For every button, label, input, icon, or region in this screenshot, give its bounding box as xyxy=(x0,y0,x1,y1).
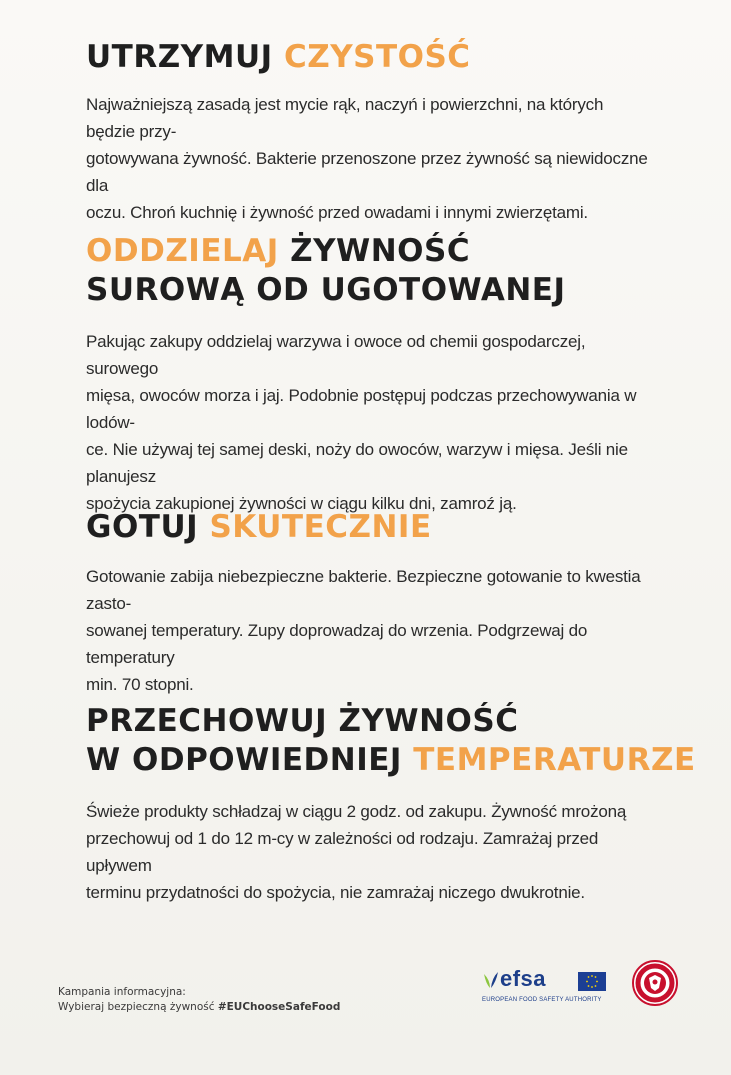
section-clean xyxy=(86,38,656,226)
campaign-label: Kampania informacyjna: xyxy=(58,986,186,998)
heading-word: W ODPOWIEDNIEJ xyxy=(86,742,414,778)
section-body xyxy=(86,91,656,226)
section-store xyxy=(86,702,696,906)
body-line: Pakując zakupy oddzielaj warzywa i owoce od chemii gospodarczej, surowego xyxy=(86,332,586,378)
body-line: terminu przydatności do spożycia, nie zamrażaj niczego dwukrotnie. xyxy=(86,883,585,902)
body-line: oczu. Chroń kuchnię i żywność przed owadami i innymi zwierzętami. xyxy=(86,203,588,222)
body-line: sowanej temperatury. Zupy doprowadzaj do wrzenia. Podgrzewaj do temperatury xyxy=(86,621,588,667)
body-line: min. 70 stopni. xyxy=(86,675,194,694)
efsa-leaf-icon xyxy=(482,970,500,990)
heading-word: GOTUJ xyxy=(86,509,210,545)
body-line: Najważniejszą zasadą jest mycie rąk, naczyń i powierzchni, na których będzie przy- xyxy=(86,95,604,141)
body-line: ce. Nie używaj tej samej deski, noży do owoców, warzyw i mięsa. Jeśli nie planujesz xyxy=(86,440,628,486)
section-heading xyxy=(86,702,656,741)
heading-accent-word: ODDZIELAJ xyxy=(86,233,279,269)
section-separate xyxy=(86,232,656,517)
section-heading xyxy=(86,38,656,77)
campaign-hashtag: #EUChooseSafeFood xyxy=(217,1001,341,1013)
efsa-wordmark: efsa xyxy=(500,966,547,991)
eu-flag-icon xyxy=(578,972,606,991)
heading-word: ŻYWNOŚĆ xyxy=(278,233,471,269)
heading-word: SUROWĄ OD UGOTOWANEJ xyxy=(86,272,566,308)
body-line: spożycia zakupionej żywności w ciągu kilku dni, zamroź ją. xyxy=(86,494,517,513)
section-heading xyxy=(86,232,656,271)
campaign-footer xyxy=(58,985,340,1015)
section-body xyxy=(86,798,656,906)
section-body xyxy=(86,328,656,517)
campaign-slogan: Wybieraj bezpieczną żywność xyxy=(58,1001,218,1013)
sanitary-inspection-seal-icon xyxy=(632,960,678,1006)
body-line: przechowuj od 1 do 12 m-cy w zależności od rodzaju. Zamrażaj przed upływem xyxy=(86,829,599,875)
heading-word: PRZECHOWUJ ŻYWNOŚĆ xyxy=(86,703,519,739)
section-cook xyxy=(86,508,656,698)
body-line: Świeże produkty schładzaj w ciągu 2 godz. od zakupu. Żywność mrożoną xyxy=(86,802,627,821)
body-line: mięsa, owoców morza i jaj. Podobnie postępuj podczas przechowywania w lodów- xyxy=(86,386,637,432)
heading-accent-word: CZYSTOŚĆ xyxy=(283,39,471,75)
heading-accent-word: SKUTECZNIE xyxy=(209,509,432,545)
heading-accent-word: TEMPERATURZE xyxy=(413,742,696,778)
heading-word: UTRZYMUJ xyxy=(86,39,284,75)
efsa-subtitle: EUROPEAN FOOD SAFETY AUTHORITY xyxy=(482,997,602,1003)
body-line: Gotowanie zabija niebezpieczne bakterie. Bezpieczne gotowanie to kwestia zasto- xyxy=(86,567,641,613)
section-heading-line2 xyxy=(86,741,696,780)
efsa-logo xyxy=(482,962,608,1012)
section-heading xyxy=(86,508,656,547)
section-body xyxy=(86,563,656,698)
section-heading-line2 xyxy=(86,271,656,310)
body-line: gotowywana żywność. Bakterie przenoszone przez żywność są niewidoczne dla xyxy=(86,149,648,195)
